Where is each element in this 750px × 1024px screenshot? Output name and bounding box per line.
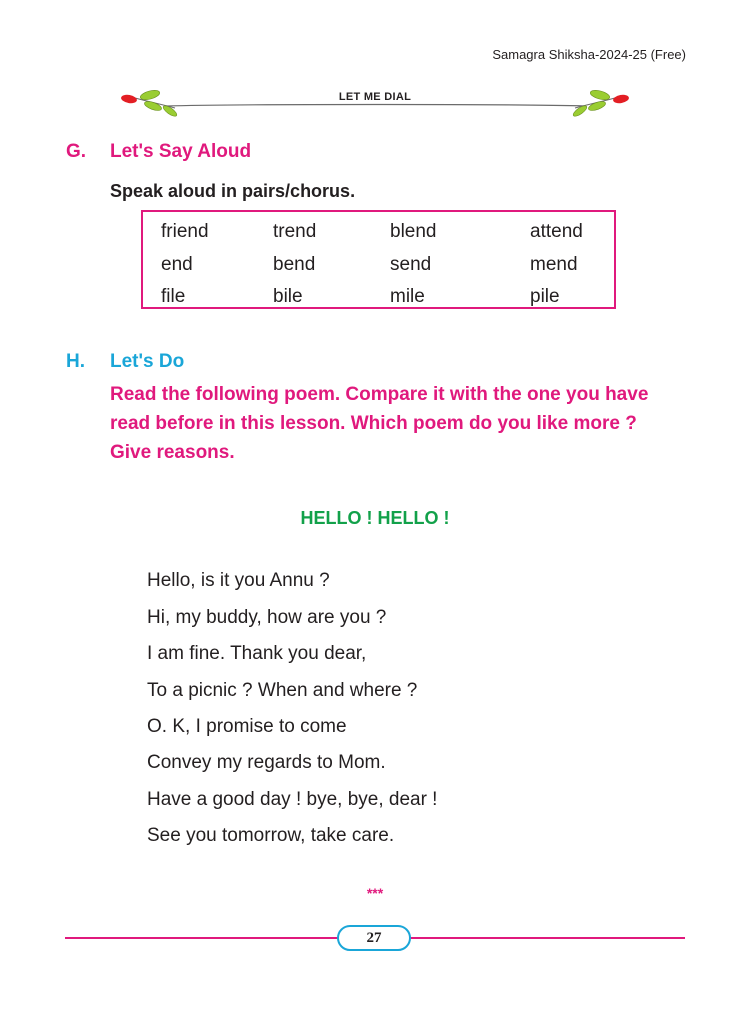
word: mile: [390, 286, 425, 307]
instruction-line: read before in this lesson. Which poem do you like more ?: [110, 413, 637, 434]
section-h-letter: H.: [66, 351, 85, 372]
word: end: [161, 254, 193, 275]
word: pile: [530, 286, 560, 307]
word: bend: [273, 254, 316, 275]
chapter-title: LET ME DIAL: [338, 91, 412, 103]
word: file: [161, 286, 186, 307]
section-g-letter: G.: [66, 141, 87, 162]
poem-line: O. K, I promise to come: [147, 716, 347, 737]
edition-note: Samagra Shiksha-2024-25 (Free): [492, 47, 686, 62]
page-number: 27: [337, 925, 411, 951]
word: bile: [273, 286, 303, 307]
section-h-instruction: [110, 380, 690, 467]
poem-line: Convey my regards to Mom.: [147, 752, 386, 773]
poem-line: Hi, my buddy, how are you ?: [147, 607, 387, 628]
word: attend: [530, 221, 583, 242]
word: trend: [273, 221, 317, 242]
word: blend: [390, 221, 437, 242]
section-g-instruction: Speak aloud in pairs/chorus.: [110, 181, 356, 201]
poem-line: Hello, is it you Annu ?: [147, 570, 330, 591]
instruction-line: Give reasons.: [110, 442, 235, 463]
poem-line: To a picnic ? When and where ?: [147, 680, 418, 701]
end-stars: ***: [366, 885, 384, 901]
poem-line: See you tomorrow, take care.: [147, 825, 395, 846]
word: mend: [530, 254, 578, 275]
word: friend: [161, 221, 209, 242]
instruction-line: Read the following poem. Compare it with the one you have: [110, 384, 649, 405]
poem-title: HELLO ! HELLO !: [300, 508, 450, 528]
word: send: [390, 254, 432, 275]
poem-line: I am fine. Thank you dear,: [147, 643, 367, 664]
section-g-title: Let's Say Aloud: [110, 141, 252, 162]
section-h-title: Let's Do: [110, 351, 185, 372]
poem-line: Have a good day ! bye, bye, dear !: [147, 789, 438, 810]
